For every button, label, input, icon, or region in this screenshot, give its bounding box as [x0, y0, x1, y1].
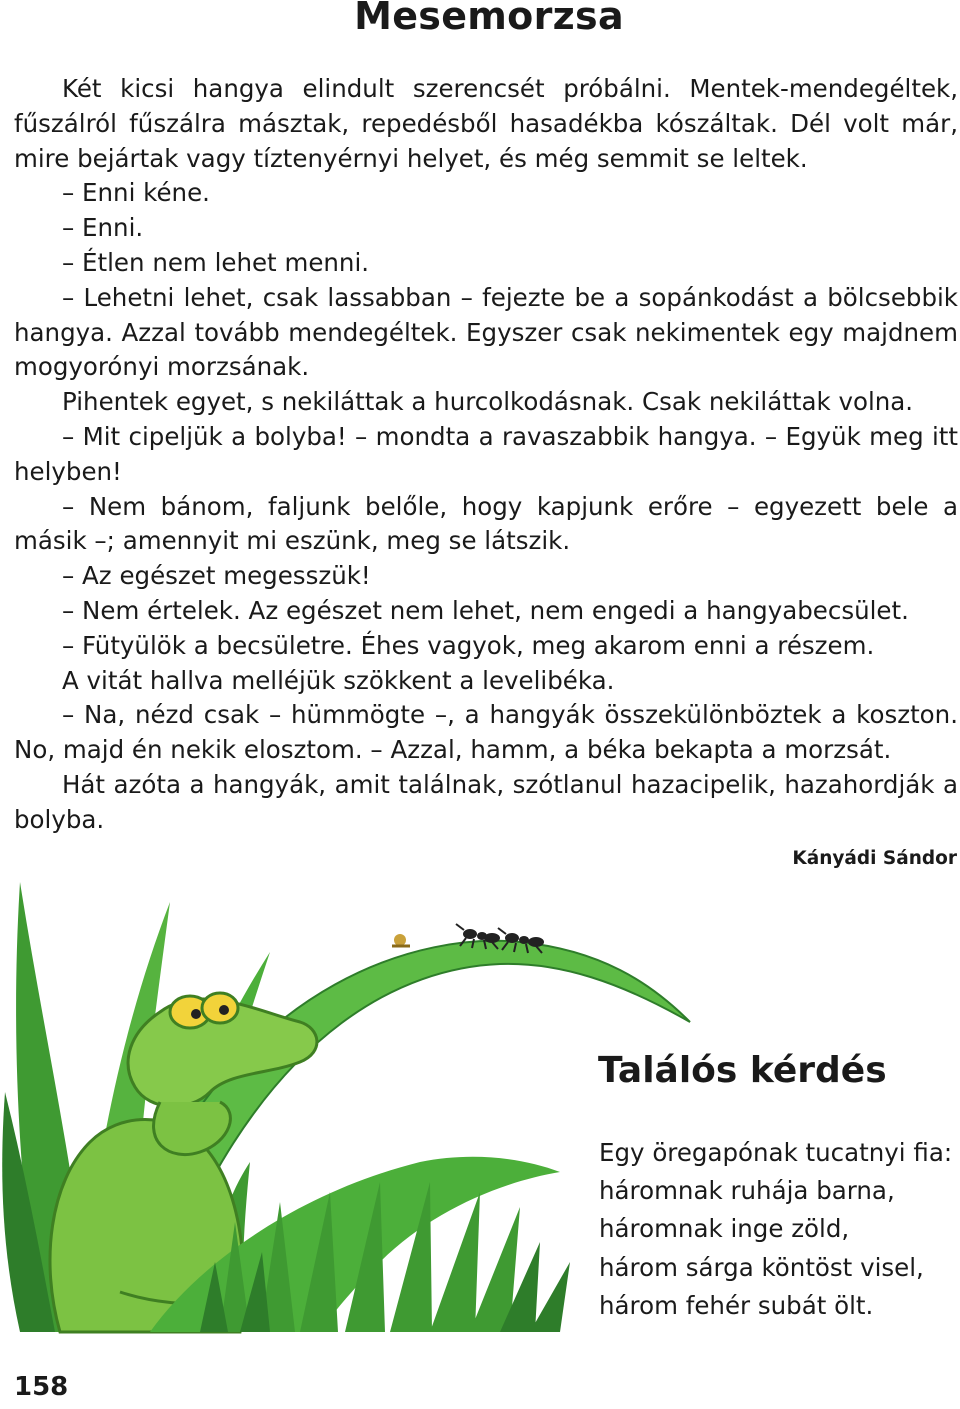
- riddle-line: három fehér subát ölt.: [599, 1290, 874, 1320]
- frog-illustration: [0, 862, 700, 1342]
- snail-icon: [392, 934, 410, 946]
- riddle-line: Egy öregapónak tucatnyi fia:: [599, 1138, 953, 1167]
- story-paragraph: – Étlen nem lehet menni.: [62, 247, 370, 277]
- story-paragraph: Két kicsi hangya elindult szerencsét próbálni. Mentek-mendegéltek, fűszálról fűszálra másztak, repedésből hasadékba kószáltak. Dél volt már, mire bejártak vagy tíztenyérnyi helyet, és még semmit se leltek.: [14, 74, 958, 173]
- riddle-line: háromnak inge zöld,: [599, 1214, 850, 1244]
- story-paragraph: – Na, nézd csak – hümmögte –, a hangyák összekülönböztek a koszton. No, majd én nekik elosztom. – Azzal, hamm, a béka bekapta a morzsát.: [14, 700, 958, 765]
- story-paragraph: – Enni.: [62, 213, 144, 243]
- story-paragraph: – Lehetni lehet, csak lassabban – fejezte be a sopánkodást a bölcsebbik hangya. Azzal tovább mendegéltek. Egyszer csak nekimentek egy majdnem mogyorónyi morzsának.: [14, 282, 958, 382]
- riddle-line: három sárga köntöst visel,: [599, 1252, 924, 1282]
- story-paragraph: – Nem bánom, faljunk belőle, hogy kapjunk erőre – egyezett bele a másik –; amennyit mi eszünk, meg se látszik.: [14, 491, 958, 556]
- story-paragraph: – Mit cipeljük a bolyba! – mondta a ravaszabbik hangya. – Együk meg itt helyben!: [14, 421, 958, 486]
- story-author: Kányádi Sándor: [792, 848, 957, 869]
- story-paragraph: Pihentek egyet, s nekiláttak a hurcolkodásnak. Csak nekiláttak volna.: [62, 387, 914, 417]
- riddle-title: Találós kérdés: [598, 1050, 887, 1091]
- story-paragraph: – Fütyülök a becsületre. Éhes vagyok, meg akarom enni a részem.: [62, 630, 875, 660]
- page-title: Mesemorzsa: [354, 0, 624, 38]
- riddle-poem: [599, 1134, 952, 1325]
- story-paragraph: A vitát hallva melléjük szökkent a levelibéka.: [62, 665, 615, 695]
- story-paragraph: – Az egészet megesszük!: [62, 561, 371, 591]
- story-text: [14, 72, 958, 838]
- page-number: 158: [14, 1372, 69, 1402]
- riddle-line: háromnak ruhája barna,: [599, 1176, 895, 1206]
- story-paragraph: – Nem értelek. Az egészet nem lehet, nem engedi a hangyabecsület.: [62, 595, 909, 625]
- story-paragraph: Hát azóta a hangyák, amit találnak, szótlanul hazacipelik, hazahordják a bolyba.: [14, 769, 958, 834]
- story-paragraph: – Enni kéne.: [62, 178, 210, 208]
